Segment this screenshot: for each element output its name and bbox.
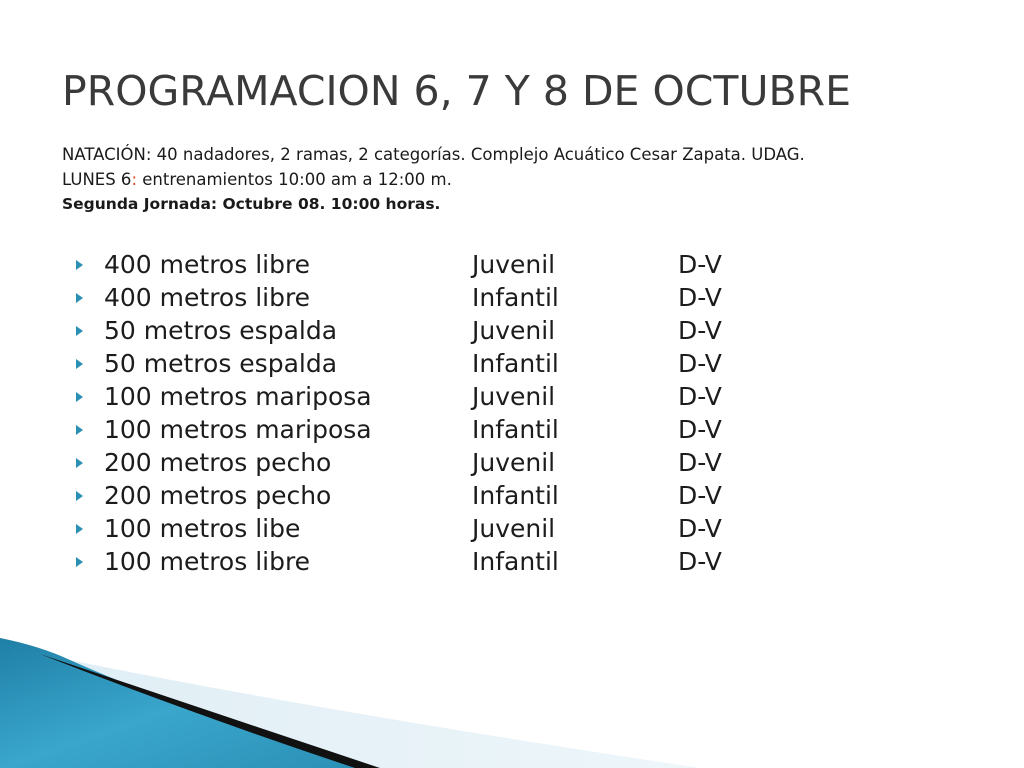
event-branch: D-V: [678, 448, 722, 477]
natacion-text: 40 nadadores, 2 ramas, 2 categorías. Complejo Acuático Cesar Zapata. UDAG.: [151, 145, 805, 164]
event-name: 400 metros libre: [104, 283, 311, 312]
event-branch: D-V: [678, 481, 722, 510]
bullet-arrow-icon: [76, 524, 83, 534]
event-category: Infantil: [472, 481, 559, 510]
event-category: Infantil: [472, 283, 559, 312]
event-branch: D-V: [678, 415, 722, 444]
intro-block: [62, 142, 805, 217]
event-category: Juvenil: [472, 514, 556, 543]
event-category: Infantil: [472, 547, 559, 576]
event-category: Infantil: [472, 349, 559, 378]
event-name: 200 metros pecho: [104, 481, 332, 510]
intro-line-lunes: [62, 167, 805, 192]
lunes-text: entrenamientos 10:00 am a 12:00 m.: [137, 170, 452, 189]
bullet-arrow-icon: [76, 359, 83, 369]
event-branch: D-V: [678, 382, 722, 411]
event-branch: D-V: [678, 547, 722, 576]
bullet-arrow-icon: [76, 491, 83, 501]
event-category: Juvenil: [472, 448, 556, 477]
event-branch: D-V: [678, 250, 722, 279]
event-name: 50 metros espalda: [104, 316, 338, 345]
event-category: Infantil: [472, 415, 559, 444]
event-category: Juvenil: [472, 250, 556, 279]
bullet-arrow-icon: [76, 326, 83, 336]
event-branch: D-V: [678, 283, 722, 312]
bullet-arrow-icon: [76, 293, 83, 303]
intro-line-segunda-jornada: Segunda Jornada: Octubre 08. 10:00 horas.: [62, 195, 441, 213]
event-name: 100 metros libe: [104, 514, 301, 543]
event-branch: D-V: [678, 514, 722, 543]
decorative-wave: [0, 638, 1024, 768]
event-branch: D-V: [678, 316, 722, 345]
event-name: 100 metros mariposa: [104, 415, 372, 444]
bullet-arrow-icon: [76, 260, 83, 270]
bullet-arrow-icon: [76, 557, 83, 567]
event-category: Juvenil: [472, 316, 556, 345]
bullet-arrow-icon: [76, 425, 83, 435]
slide-title: PROGRAMACION 6, 7 Y 8 DE OCTUBRE: [62, 67, 851, 115]
bullet-arrow-icon: [76, 458, 83, 468]
event-name: 100 metros mariposa: [104, 382, 372, 411]
bullet-arrow-icon: [76, 392, 83, 402]
event-branch: D-V: [678, 349, 722, 378]
natacion-label: NATACIÓN:: [62, 145, 152, 164]
intro-line-natacion: [62, 142, 805, 167]
event-name: 400 metros libre: [104, 250, 311, 279]
event-category: Juvenil: [472, 382, 556, 411]
event-name: 100 metros libre: [104, 547, 311, 576]
event-name: 50 metros espalda: [104, 349, 338, 378]
lunes-colon: :: [131, 170, 137, 189]
event-name: 200 metros pecho: [104, 448, 332, 477]
lunes-label: LUNES 6: [62, 170, 132, 189]
